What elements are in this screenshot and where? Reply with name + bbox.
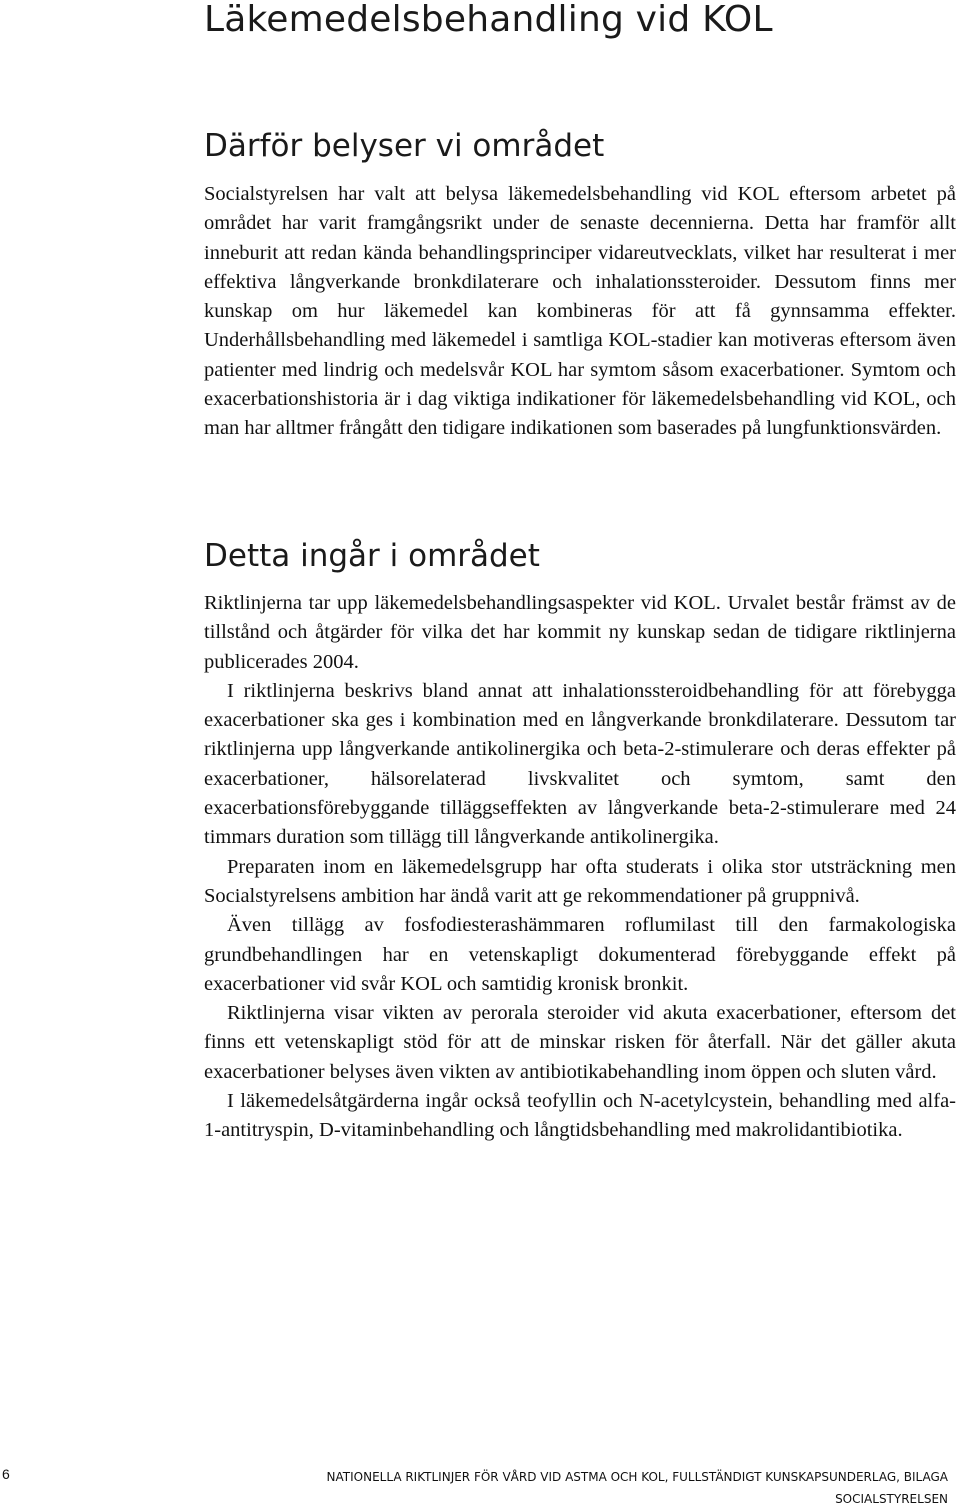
section-paragraph: I läkemedelsåtgärderna ingår också teofyllin och N-acetylcystein, behandling med alfa-1-antitryspin, D-vitaminbehandling och långtidsbehandling med makrolidantibiotika. <box>204 1090 956 1142</box>
section-paragraph: Riktlinjerna visar vikten av perorala steroider vid akuta exacerbationer, eftersom det finns ett vetenskapligt stöd för att de minskar risken för återfall. När det gäller akuta exacerbationer belyses även vikten av antibiotikabehandling inom öppen och sluten vård. <box>204 1002 956 1083</box>
section-heading-scope: Detta ingår i området <box>204 538 540 574</box>
page-title: Läkemedelsbehandling vid KOL <box>204 0 773 40</box>
section-scope <box>204 538 956 1146</box>
section-why <box>204 128 956 444</box>
footer-publisher: SOCIALSTYRELSEN <box>835 1492 948 1506</box>
section-paragraph: I riktlinjerna beskrivs bland annat att inhalationssteroidbehandling för att förebygga exacerbationer ska ges i kombination med en långverkande bronkdilaterare. Dessutom tar riktlinjerna upp långverkande antikolinergika och beta-2-stimulerare och deras effekter på exacerbationer, hälsorelaterad livskvalitet och symtom, samt den exacerbationsförebyggande tilläggseffekten av långverkande beta-2-stimulerare med 24 timmars duration som tillägg till långverkande antikolinergika. <box>204 679 956 849</box>
section-paragraph: Även tillägg av fosfodiesterashämmaren roflumilast till den farmakologiska grundbehandlingen har en vetenskapligt dokumenterad förebyggande effekt på exacerbationer vid svår KOL och samtidig kronisk bronkit. <box>204 914 956 995</box>
running-footer <box>228 1466 948 1510</box>
section-paragraph: Riktlinjerna tar upp läkemedelsbehandlingsaspekter vid KOL. Urvalet består främst av de tillstånd och åtgärder för vilka det har kommit ny kunskap sedan de tidigare riktlinjerna publicerades 2004. <box>204 592 956 673</box>
section-paragraph: Socialstyrelsen har valt att belysa läkemedelsbehandling vid KOL eftersom arbetet på området har varit framgångsrikt under de senaste decennierna. Detta har framför allt inneburit att redan kända behandlingsprinciper vidareutvecklats, vilket har resulterat i mer effektiva långverkande bronkdilaterare och inhalationssteroider. Dessutom finns mer kunskap om hur läkemedel kan kombineras för att få gynnsamma effekter. Underhållsbehandling med läkemedel i samtliga KOL-stadier kan motiveras eftersom även patienter med lindrig och medelsvår KOL har symtom såsom exacerbationer. Symtom och exacerbationshistoria är i dag viktiga indikationer för läkemedelsbehandling vid KOL, och man har alltmer frångått den tidigare indikationen som baserades på lungfunktionsvärden. <box>204 183 956 440</box>
page-number: 6 <box>2 1466 10 1482</box>
section-heading-why: Därför belyser vi området <box>204 128 605 164</box>
section-paragraph: Preparaten inom en läkemedelsgrupp har ofta studerats i olika stor utsträckning men Socialstyrelsens ambition har ändå varit att ge rekommendationer på gruppnivå. <box>204 855 956 907</box>
footer-publication-title: NATIONELLA RIKTLINJER FÖR VÅRD VID ASTMA OCH KOL, FULLSTÄNDIGT KUNSKAPSUNDERLAG, BILAGA <box>326 1470 948 1484</box>
